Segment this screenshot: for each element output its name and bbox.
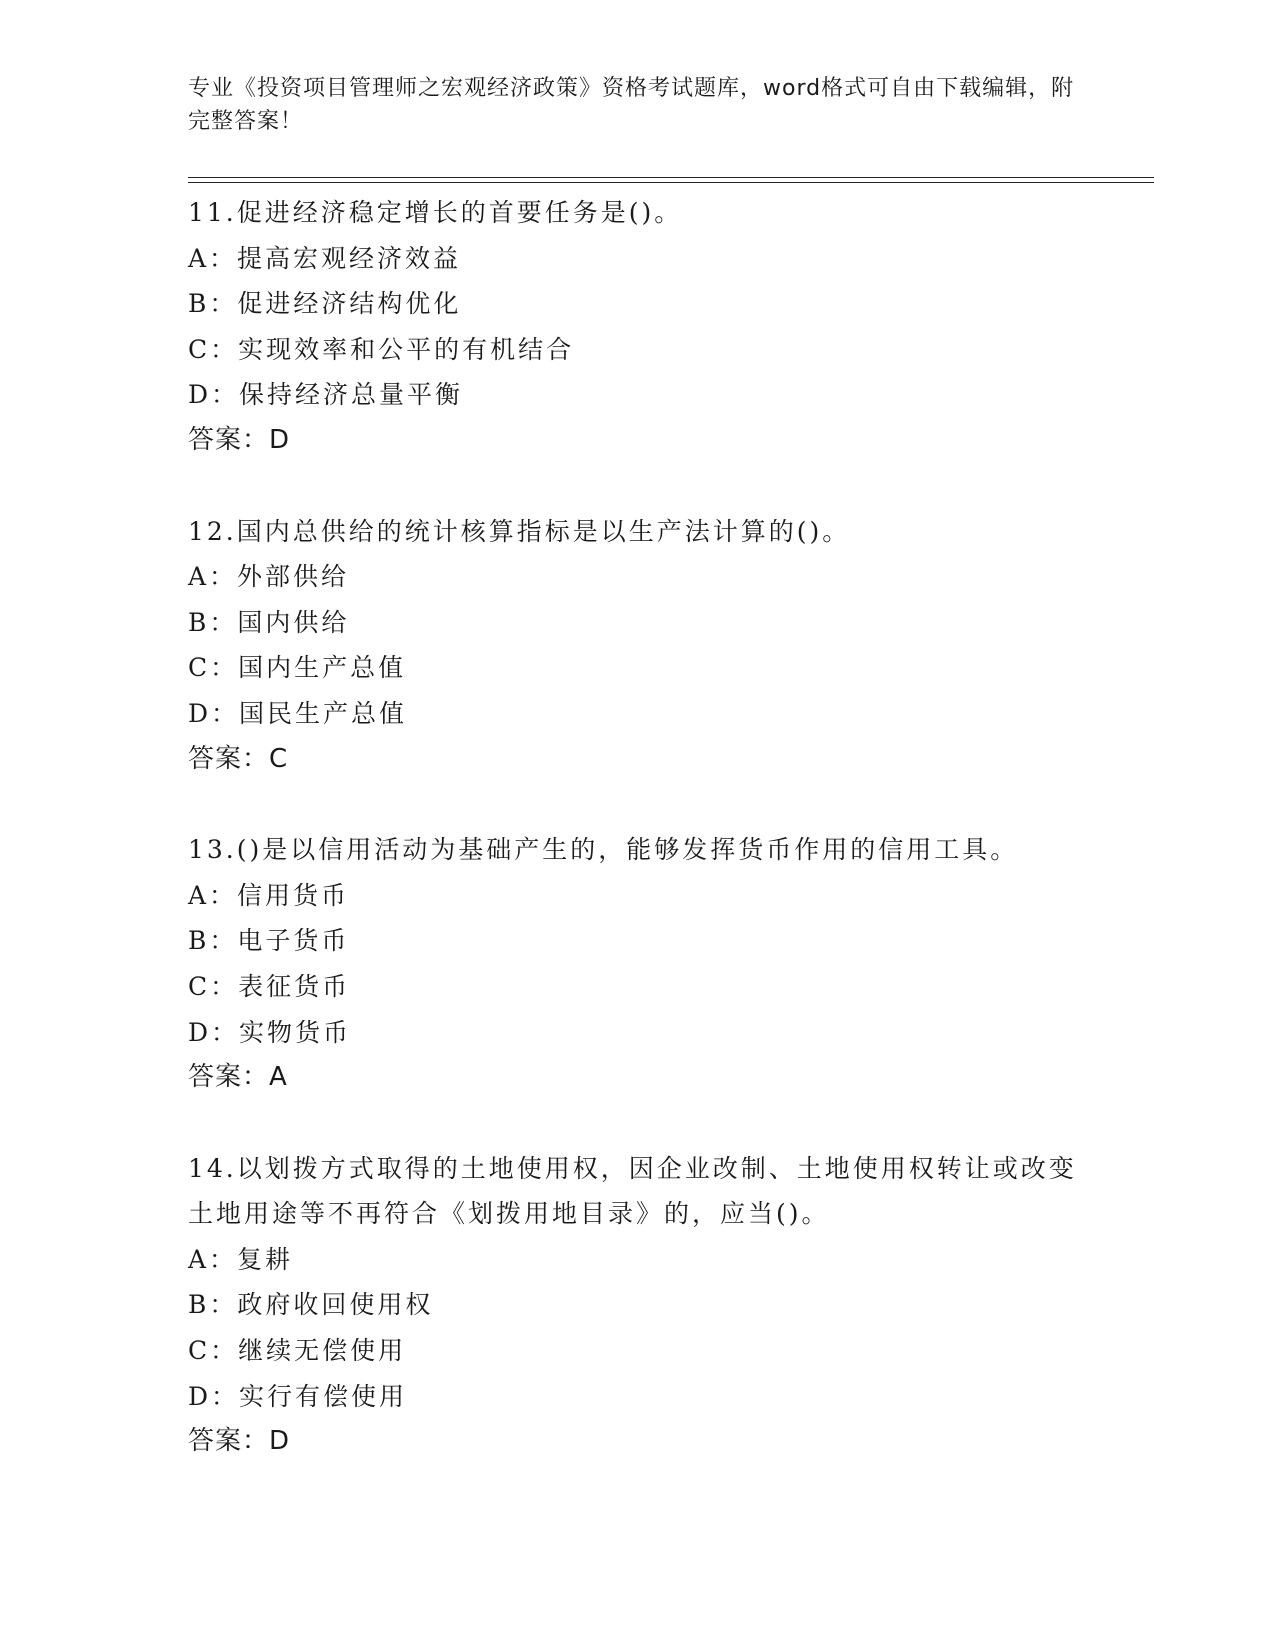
option-b: B：政府收回使用权 <box>188 1290 434 1320</box>
option-b: B：国内供给 <box>188 607 350 637</box>
answer-line: 答案：D <box>188 424 291 455</box>
question-14 <box>188 1146 1088 1465</box>
question-stem: 14.以划拨方式取得的土地使用权，因企业改制、土地使用权转让或改变土地用途等不再符合《划拨用地目录》的，应当()。 <box>188 1153 1077 1229</box>
answer-line: 答案：A <box>188 1062 288 1093</box>
option-d: D：保持经济总量平衡 <box>188 380 464 410</box>
option-b: B：电子货币 <box>188 926 350 956</box>
header-rule-bottom <box>188 182 1154 183</box>
question-12 <box>188 509 1088 783</box>
option-c: C：继续无偿使用 <box>188 1336 407 1366</box>
option-a: A：信用货币 <box>188 880 350 910</box>
option-d: D：实物货币 <box>188 1017 352 1047</box>
question-list <box>188 190 1088 1510</box>
option-a: A：复耕 <box>188 1244 294 1274</box>
option-b: B：促进经济结构优化 <box>188 289 462 319</box>
option-d: D：实行有偿使用 <box>188 1381 408 1411</box>
question-stem: 11.促进经济稳定增长的首要任务是()。 <box>188 198 683 227</box>
option-c: C：国内生产总值 <box>188 653 407 683</box>
answer-line: 答案：C <box>188 743 289 774</box>
option-c: C：表征货币 <box>188 971 351 1001</box>
question-stem: 12.国内总供给的统计核算指标是以生产法计算的()。 <box>188 516 851 546</box>
header-rule-top <box>188 177 1154 178</box>
option-a: A：外部供给 <box>188 562 350 592</box>
option-d: D：国民生产总值 <box>188 698 408 728</box>
question-stem: 13.()是以信用活动为基础产生的，能够发挥货币作用的信用工具。 <box>188 835 1019 865</box>
answer-line: 答案：D <box>188 1426 291 1457</box>
document-header: 专业《投资项目管理师之宏观经济政策》资格考试题库，word格式可自由下载编辑，附完整答案！ <box>188 76 1075 134</box>
option-a: A：提高宏观经济效益 <box>188 243 462 273</box>
option-c: C：实现效率和公平的有机结合 <box>188 334 575 364</box>
question-13 <box>188 827 1088 1101</box>
question-11 <box>188 190 1088 464</box>
